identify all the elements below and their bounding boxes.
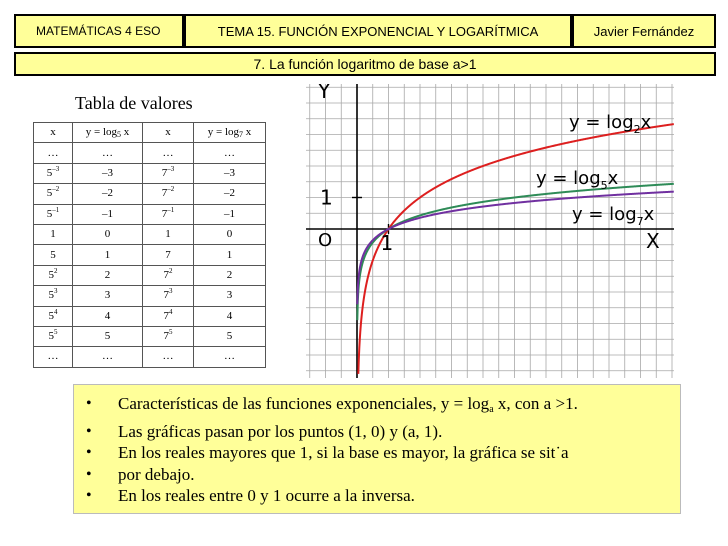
table-cell: …	[73, 347, 143, 367]
table-cell: 0	[194, 224, 266, 244]
table-cell: …	[194, 143, 266, 163]
table-row	[34, 326, 266, 346]
y-axis-label: Y	[318, 84, 331, 103]
table-cell: 2	[73, 265, 143, 285]
table-cell: –2	[194, 184, 266, 204]
table-cell: 2	[194, 265, 266, 285]
table-cell: –1	[194, 204, 266, 224]
table-row	[34, 224, 266, 244]
table-cell: …	[34, 143, 73, 163]
course-text: MATEMÁTICAS 4 ESO	[36, 24, 161, 38]
table-cell: 1	[194, 245, 266, 265]
table-cell: 7	[143, 245, 194, 265]
table-cell: –3	[194, 163, 266, 183]
topic-text: TEMA 15. FUNCIÓN EXPONENCIAL Y LOGARÍTMICA	[217, 23, 539, 39]
table-cell: $7^4$	[143, 306, 194, 326]
bullet-characteristics: • Características de las funciones exponenciales, y = loga x, con a >1.	[74, 393, 680, 421]
table-cell: $7^3$	[143, 286, 194, 306]
bullet-points: • Las gráficas pasan por los puntos (1, 0) y (a, 1).	[74, 421, 680, 443]
table-row	[34, 265, 266, 285]
table-cell: …	[34, 347, 73, 367]
table-header-row	[34, 123, 266, 143]
section-subtitle	[14, 52, 716, 76]
bullet-between-zero-one: • En los reales entre 0 y 1 ocurre a la inversa.	[74, 485, 680, 507]
table-cell: …	[194, 347, 266, 367]
table-row	[34, 143, 266, 163]
table-cell: $5^2$	[34, 265, 73, 285]
x-tick-label: 1	[380, 231, 394, 255]
table-cell: $5^{-2}$	[34, 184, 73, 204]
table-cell: 1	[143, 224, 194, 244]
course-label	[14, 14, 184, 48]
topic-label	[184, 14, 572, 48]
table-cell: 5	[194, 326, 266, 346]
table-cell: $5^3$	[34, 286, 73, 306]
table-cell: 1	[73, 245, 143, 265]
table-cell: 4	[73, 306, 143, 326]
table-row	[34, 204, 266, 224]
x-axis-label: X	[646, 229, 660, 253]
characteristics-box	[73, 384, 681, 514]
bullet-greater-than-one: • En los reales mayores que 1, si la base es mayor, la gráfica se sit˙a	[74, 442, 680, 464]
table-cell: $5^4$	[34, 306, 73, 326]
table-cell: –3	[73, 163, 143, 183]
table-cell: $7^{-3}$	[143, 163, 194, 183]
table-cell: $5^5$	[34, 326, 73, 346]
table-cell: 1	[34, 224, 73, 244]
legend-log7: $y = \log_7x$	[572, 204, 655, 228]
y-tick-label: 1	[320, 185, 333, 210]
table-row	[34, 306, 266, 326]
graph-curves	[357, 124, 674, 374]
table-cell: –1	[73, 204, 143, 224]
table-cell: 3	[194, 286, 266, 306]
table-cell: 4	[194, 306, 266, 326]
bullet-below: • por debajo.	[74, 464, 680, 486]
table-cell: $7^5$	[143, 326, 194, 346]
table-cell: …	[143, 143, 194, 163]
table-cell: …	[143, 347, 194, 367]
legend-log5: $y = \log_5x$	[536, 168, 619, 192]
origin-label: O	[318, 230, 333, 251]
table-row	[34, 163, 266, 183]
header-x5: x	[34, 123, 73, 143]
table-cell: –2	[73, 184, 143, 204]
subtitle-text: 7. La función logaritmo de base a>1	[253, 56, 477, 72]
values-table	[33, 122, 266, 368]
table-cell: 5	[34, 245, 73, 265]
author-text: Javier Fernández	[593, 23, 695, 39]
table-cell: $7^2$	[143, 265, 194, 285]
table-row	[34, 286, 266, 306]
legend-log2: $y = \log_2x$	[569, 112, 652, 136]
table-title: Tabla de valores	[75, 93, 193, 113]
table-cell: $5^{-3}$	[34, 163, 73, 183]
table-row	[34, 347, 266, 367]
table-cell: 3	[73, 286, 143, 306]
header-x7: x	[143, 123, 194, 143]
table-cell: 5	[73, 326, 143, 346]
table-cell: $5^{-1}$	[34, 204, 73, 224]
table-cell: …	[73, 143, 143, 163]
table-cell: $7^{-1}$	[143, 204, 194, 224]
table-row	[34, 184, 266, 204]
table-cell: 0	[73, 224, 143, 244]
header-log5: $y = \log_5 x$	[73, 123, 143, 143]
curve-log2	[358, 124, 674, 374]
header-log7: $y = \log_7 x$	[194, 123, 266, 143]
author-label	[572, 14, 716, 48]
table-cell: $7^{-2}$	[143, 184, 194, 204]
table-row	[34, 245, 266, 265]
log-graph	[306, 84, 674, 378]
